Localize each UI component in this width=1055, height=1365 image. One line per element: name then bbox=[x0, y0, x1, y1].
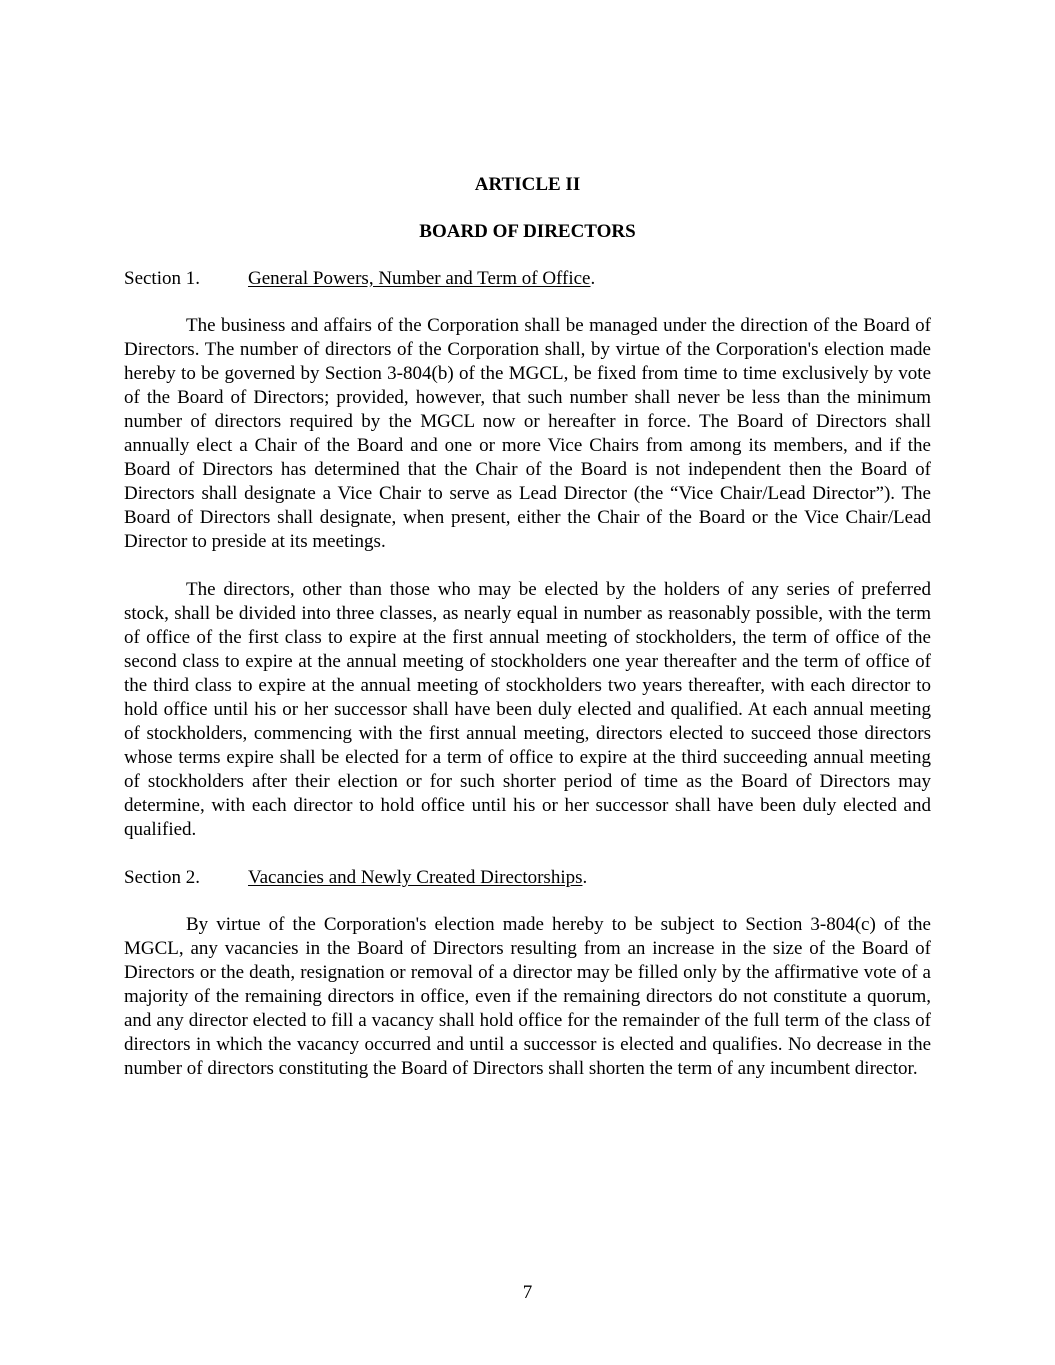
section-1-paragraph-1: The business and affairs of the Corporation shall be managed under the direction of the Board of Directors. The number of directors of the Corporation shall, by virtue of the Corporation's election made hereby to be governed by Section 3-804(b) of the MGCL, be fixed from time to time exclusively by vote of the Board of Directors; provided, however, that such number shall never be less than the minimum number of directors required by the MGCL now or hereafter in force. The Board of Directors shall annually elect a Chair of the Board and one or more Vice Chairs from among its members, and if the Board of Directors has determined that the Chair of the Board is not independent then the Board of Directors shall designate a Vice Chair to serve as Lead Director (the “Vice Chair/Lead Director”). The Board of Directors shall designate, when present, either the Chair of the Board or the Vice Chair/Lead Director to preside at its meetings. bbox=[124, 315, 931, 552]
section-2-number: Section 2. bbox=[124, 867, 200, 888]
page-number: 7 bbox=[522, 1282, 533, 1303]
section-2-title: Vacancies and Newly Created Directorships bbox=[248, 867, 583, 888]
section-2-paragraph-1: By virtue of the Corporation's election made hereby to be subject to Section 3-804(c) of the MGCL, any vacancies in the Board of Directors resulting from an increase in the size of the Board of Directors or the death, resignation or removal of a director may be filled only by the affirmative vote of a majority of the remaining directors in office, even if the remaining directors do not constitute a quorum, and any director elected to fill a vacancy shall hold office for the remainder of the full term of the class of directors in which the vacancy occurred and until a successor is elected and qualifies. No decrease in the number of directors constituting the Board of Directors shall shorten the term of any incumbent director. bbox=[124, 914, 931, 1079]
section-1-heading: Section 1. General Powers, Number and Term of Office. bbox=[124, 268, 596, 289]
article-title: BOARD OF DIRECTORS bbox=[419, 221, 636, 242]
section-1-title: General Powers, Number and Term of Office bbox=[248, 268, 591, 289]
section-2-heading: Section 2. Vacancies and Newly Created Directorships. bbox=[124, 867, 588, 888]
section-1-number: Section 1. bbox=[124, 268, 200, 289]
section-1-paragraph-2: The directors, other than those who may be elected by the holders of any series of preferred stock, shall be divided into three classes, as nearly equal in number as reasonably possible, with the term of office of the first class to expire at the first annual meeting of stockholders, the term of office of the second class to expire at the annual meeting of stockholders one year thereafter and the term of office of the third class to expire at the annual meeting of stockholders two years thereafter, with each director to hold office until his or her successor shall have been duly elected and qualified. At each annual meeting of stockholders, commencing with the first annual meeting, directors elected to succeed those directors whose terms expire shall be elected for a term of office to expire at the third succeeding annual meeting of stockholders after their election or for such shorter period of time as the Board of Directors may determine, with each director to hold office until his or her successor shall have been duly elected and qualified. bbox=[124, 579, 931, 840]
article-heading: ARTICLE II bbox=[474, 174, 581, 195]
document-page bbox=[124, 173, 931, 1105]
